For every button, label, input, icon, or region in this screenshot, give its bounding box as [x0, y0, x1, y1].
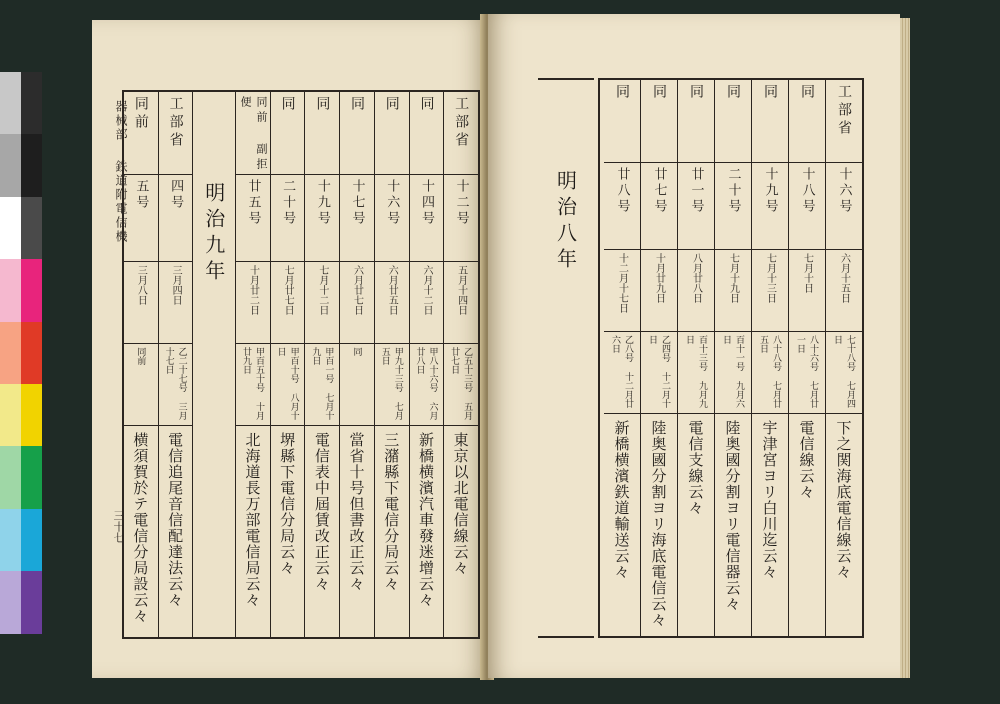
color-calibration-bar: [0, 72, 42, 634]
reply-date-cell: 百十三号 九月九日: [678, 331, 714, 413]
colorbar-swatch: [21, 384, 42, 446]
number-cell: 二十号: [715, 162, 751, 249]
table-column: [604, 80, 640, 636]
office-cell: 同: [383, 96, 400, 114]
year-column: [538, 78, 594, 638]
number-cell: 十九号: [305, 174, 339, 261]
date-cell: 七月十日: [789, 249, 825, 331]
subject-cell: 新橋横濱鉄道輸送云々: [604, 413, 640, 636]
colorbar-swatch: [21, 446, 42, 508]
colorbar-swatch: [21, 134, 42, 196]
number-cell: 廿八号: [604, 162, 640, 249]
colorbar-swatch: [21, 197, 42, 259]
subject-cell: 電信支線云々: [678, 413, 714, 636]
office-cell: 同: [762, 84, 778, 102]
subject-cell: 北海道長万部電信局云々: [236, 425, 270, 637]
table-column: [443, 92, 478, 637]
office-cell: 工部省: [453, 96, 470, 150]
number-cell: 十八号: [789, 162, 825, 249]
subject-cell: 陸奥國分割ヨリ電信器云々: [715, 413, 751, 636]
subject-cell: 電信表中屆賃改正云々: [305, 425, 339, 637]
subject-cell: 電信追尾音信配達法云々: [159, 425, 193, 637]
number-cell: 十二号: [444, 174, 478, 261]
office-cell: 同前: [132, 96, 149, 132]
left-page: [92, 20, 486, 678]
reply-date-cell: 同: [340, 343, 374, 425]
date-cell: 七月十三日: [752, 249, 788, 331]
date-cell: 十月廿九日: [641, 249, 677, 331]
table-column: [339, 92, 374, 637]
date-cell: 十月廿二日: [236, 261, 270, 343]
reply-date-cell: 甲百一号 七月十九日: [305, 343, 339, 425]
table-column: [714, 80, 751, 636]
subject-cell: 下之関海底電信線云々: [826, 413, 862, 636]
colorbar-swatch: [0, 134, 21, 196]
reply-date-cell: 甲八十六号 六月廿八日: [410, 343, 444, 425]
colorbar-swatch: [0, 571, 21, 633]
reply-date-cell: 乙二十七号 三月十七日: [159, 343, 193, 425]
date-cell: 六月廿七日: [340, 261, 374, 343]
year-column: [192, 92, 235, 637]
colorbar-swatch: [0, 509, 21, 571]
table-column: [124, 92, 158, 637]
date-cell: 五月十四日: [444, 261, 478, 343]
right-page: [488, 14, 900, 678]
colorbar-swatch: [21, 72, 42, 134]
table-column: [409, 92, 444, 637]
reply-date-cell: 乙五十三号 五月廿七日: [444, 343, 478, 425]
number-cell: 五号: [124, 174, 158, 261]
date-cell: 六月廿五日: [375, 261, 409, 343]
subject-cell: 東京以北電信線云々: [444, 425, 478, 637]
date-cell: 十二月十七日: [604, 249, 640, 331]
table-column: [235, 92, 270, 637]
table-column: [640, 80, 677, 636]
number-cell: 廿五号: [236, 174, 270, 261]
year-heading: 明治八年: [553, 170, 578, 274]
reply-date-cell: 甲九十三号 七月五日: [375, 343, 409, 425]
colorbar-swatch: [0, 72, 21, 134]
date-cell: 七月十二日: [305, 261, 339, 343]
office-cell: 同: [614, 84, 630, 102]
table-column: [374, 92, 409, 637]
number-cell: 廿七号: [641, 162, 677, 249]
reply-date-cell: 乙四号 十二月十日: [641, 331, 677, 413]
colorbar-swatch: [0, 322, 21, 384]
colorbar-swatch: [21, 571, 42, 633]
number-cell: 四号: [159, 174, 193, 261]
margin-category: 器械部: [114, 100, 128, 142]
date-cell: 八月廿八日: [678, 249, 714, 331]
date-cell: 七月廿七日: [271, 261, 305, 343]
open-book: [82, 14, 912, 686]
subject-cell: 宇津宮ヨリ白川迄云々: [752, 413, 788, 636]
subject-cell: 三潴縣下電信分局云々: [375, 425, 409, 637]
date-cell: 七月十九日: [715, 249, 751, 331]
reply-date-cell: 乙八号 十二月廿六日: [604, 331, 640, 413]
office-cell: 同: [279, 96, 296, 114]
number-cell: 廿一号: [678, 162, 714, 249]
page-number: 三十七: [112, 510, 125, 543]
number-cell: 十九号: [752, 162, 788, 249]
number-cell: 十七号: [340, 174, 374, 261]
subject-cell: 横須賀於テ電信分局設云々: [124, 425, 158, 637]
margin-section: 鉄道附電信機: [114, 160, 128, 244]
number-cell: 二十号: [271, 174, 305, 261]
reply-date-cell: 甲百五十号 十月廿九日: [236, 343, 270, 425]
colorbar-swatch: [21, 509, 42, 571]
date-cell: 三月四日: [159, 261, 193, 343]
reply-date-cell: 百十一号 九月六日: [715, 331, 751, 413]
date-cell: 三月八日: [124, 261, 158, 343]
year-heading: 明治九年: [201, 182, 226, 286]
table-column: [825, 80, 862, 636]
reply-date-cell: 八十八号 七月廿五日: [752, 331, 788, 413]
left-table: [122, 90, 480, 639]
colorbar-swatch: [0, 384, 21, 446]
colorbar-swatch: [21, 259, 42, 321]
office-cell: 同: [688, 84, 704, 102]
number-cell: 十六号: [375, 174, 409, 261]
table-column: [304, 92, 339, 637]
date-cell: 六月十五日: [826, 249, 862, 331]
reply-date-cell: 八十六号 七月廿一日: [789, 331, 825, 413]
office-cell: 同: [349, 96, 366, 114]
office-cell: 同: [799, 84, 815, 102]
office-cell: 工部省: [167, 96, 184, 150]
number-cell: 十六号: [826, 162, 862, 249]
office-cell: 同: [725, 84, 741, 102]
table-column: [751, 80, 788, 636]
subject-cell: 當省十号但書改正云々: [340, 425, 374, 637]
subject-cell: 新橋横濱汽車發迷增云々: [410, 425, 444, 637]
subject-cell: 陸奥國分割ヨリ海底電信云々: [641, 413, 677, 636]
colorbar-swatch: [0, 259, 21, 321]
reply-date-cell: 七十八号 七月四日: [826, 331, 862, 413]
office-cell: 同: [418, 96, 435, 114]
office-cell: 同: [651, 84, 667, 102]
right-table: [598, 78, 864, 638]
reply-date-cell: 同前: [124, 343, 158, 425]
colorbar-swatch: [0, 446, 21, 508]
number-cell: 十四号: [410, 174, 444, 261]
table-column: [270, 92, 305, 637]
colorbar-swatch: [21, 322, 42, 384]
subject-cell: 堺縣下電信分局云々: [271, 425, 305, 637]
office-cell: 同前 副拒便: [238, 96, 268, 173]
date-cell: 六月十二日: [410, 261, 444, 343]
table-column: [158, 92, 193, 637]
table-column: [788, 80, 825, 636]
office-cell: 同: [314, 96, 331, 114]
table-column: [677, 80, 714, 636]
subject-cell: 電信線云々: [789, 413, 825, 636]
office-cell: 工部省: [836, 84, 852, 138]
colorbar-swatch: [0, 197, 21, 259]
reply-date-cell: 甲百十号 八月十日: [271, 343, 305, 425]
